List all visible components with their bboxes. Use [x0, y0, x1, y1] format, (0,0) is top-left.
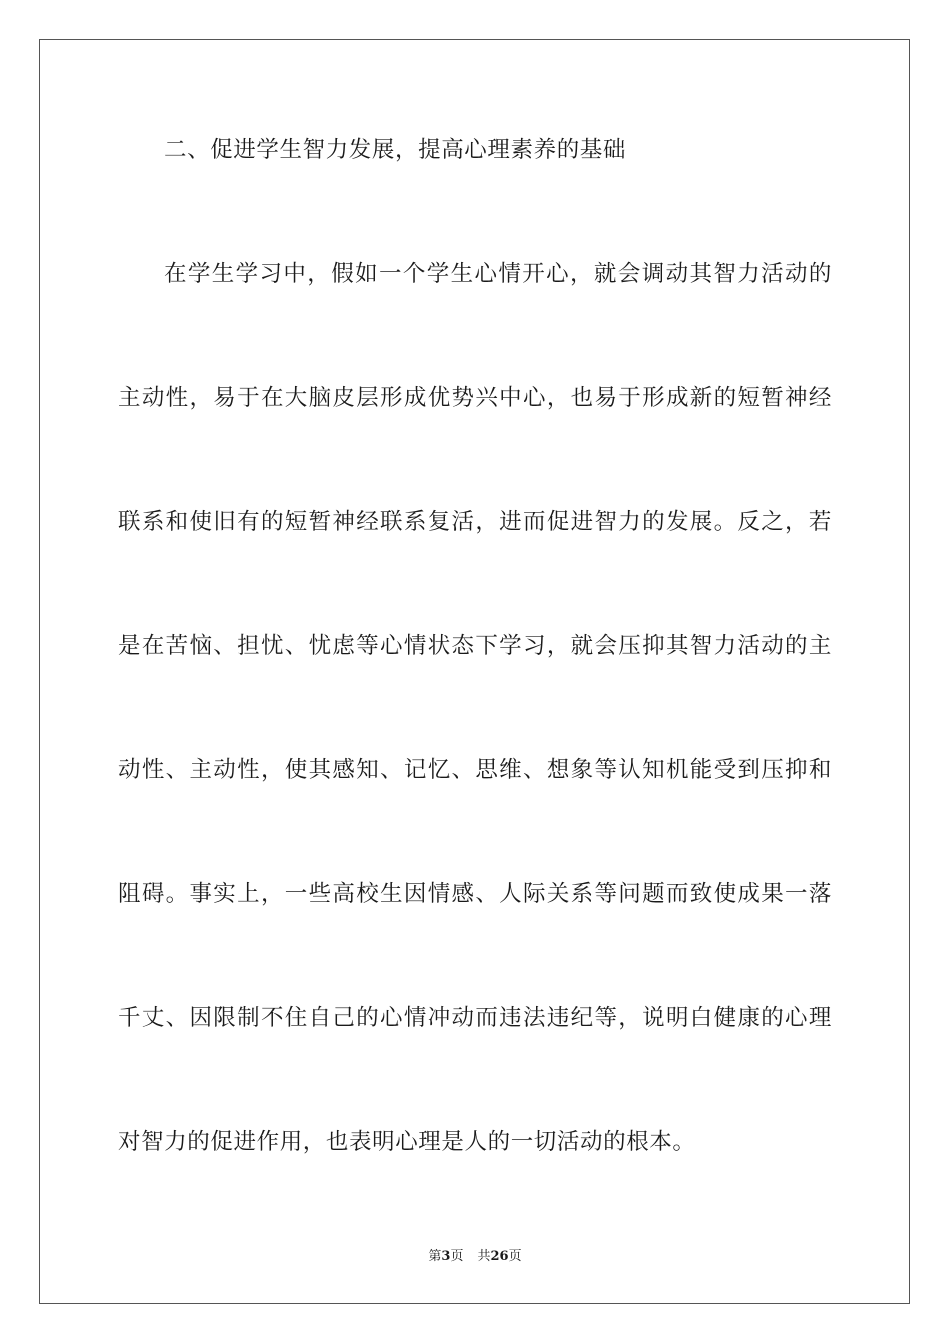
- paragraph-line: 主动性，易于在大脑皮层形成优势兴中心，也易于形成新的短暂神经: [118, 385, 832, 411]
- page-footer: [0, 1248, 950, 1266]
- paragraph-line: 对智力的促进作用，也表明心理是人的一切活动的根本。: [118, 1129, 696, 1155]
- section-heading: 二、促进学生智力发展，提高心理素养的基础: [164, 137, 627, 163]
- paragraph-line: 是在苦恼、担忧、忧虑等心情状态下学习，就会压抑其智力活动的主: [118, 633, 832, 659]
- total-label-prefix: 共: [477, 1249, 491, 1264]
- paragraph-line: 动性、主动性，使其感知、记忆、思维、想象等认知机能受到压抑和: [118, 757, 832, 783]
- current-page-number: 3: [441, 1249, 451, 1264]
- paragraph-line: 阻碍。事实上，一些高校生因情感、人际关系等问题而致使成果一落: [118, 881, 832, 907]
- page-label-prefix: 第: [428, 1249, 442, 1264]
- paragraph-line: 联系和使旧有的短暂神经联系复活，进而促进智力的发展。反之，若: [118, 509, 832, 535]
- paragraph-line: 在学生学习中，假如一个学生心情开心，就会调动其智力活动的: [164, 261, 832, 287]
- page-label-suffix: 页: [450, 1249, 464, 1264]
- total-pages-number: 26: [490, 1249, 509, 1264]
- total-label-suffix: 页: [508, 1249, 522, 1264]
- page-frame: [39, 39, 910, 1304]
- paragraph-line: 千丈、因限制不住自己的心情冲动而违法违纪等，说明白健康的心理: [118, 1005, 832, 1031]
